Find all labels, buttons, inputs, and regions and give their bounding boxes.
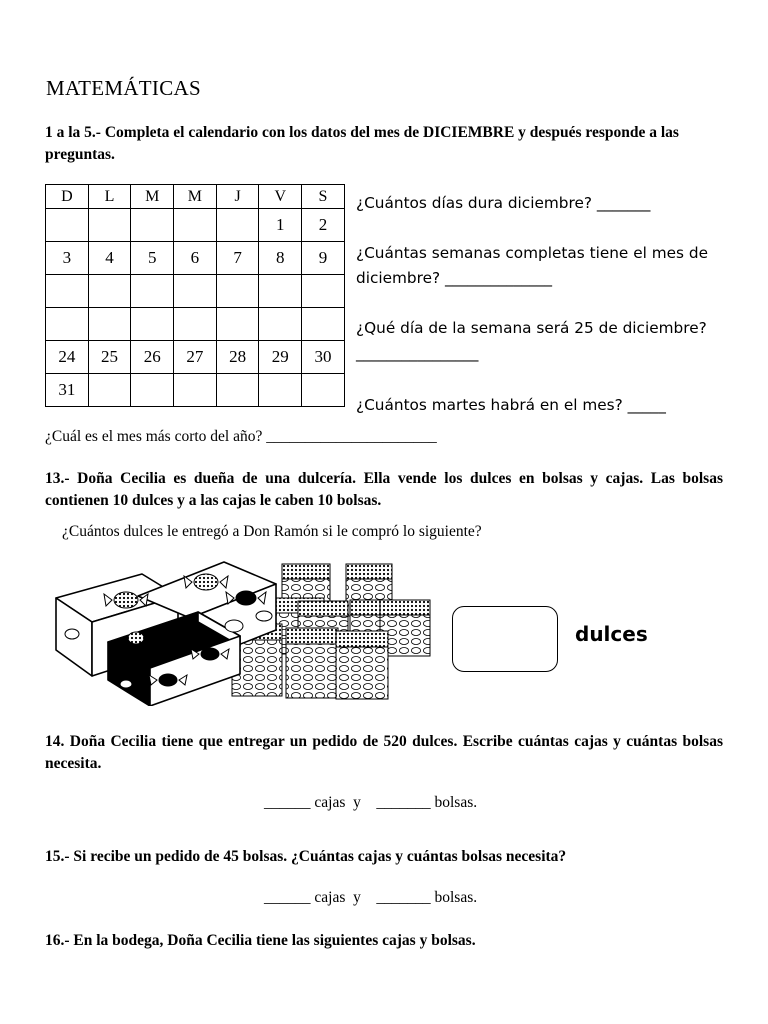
problem-15-text: 15.- Si recibe un pedido de 45 bolsas. ¿Cuántas cajas y cuántas bolsas necesita? (45, 848, 567, 865)
calendar-week-row (46, 275, 345, 308)
calendar-cell[interactable] (46, 308, 89, 341)
calendar-cell: 8 (259, 242, 302, 275)
day-header: S (302, 185, 345, 209)
candy-boxes-and-bags-illustration (50, 556, 440, 706)
question-day-of-25th: ¿Qué día de la semana será 25 de diciembre? ________________ (356, 319, 707, 362)
calendar-cell: 24 (46, 341, 89, 374)
calendar-cell: 5 (131, 242, 174, 275)
calendar-week-row (46, 374, 345, 407)
calendar-cell: 4 (88, 242, 131, 275)
calendar-cell[interactable] (216, 374, 259, 407)
calendar-cell: 6 (174, 242, 217, 275)
calendar-cell[interactable] (302, 275, 345, 308)
day-header: M (131, 185, 174, 209)
calendar-week-row (46, 242, 345, 275)
problem-13-question: ¿Cuántos dulces le entregó a Don Ramón si le compró lo siguiente? (62, 523, 482, 540)
calendar-cell[interactable] (259, 308, 302, 341)
answer-box[interactable] (452, 606, 558, 672)
question-tuesdays: ¿Cuántos martes habrá en el mes? _____ (356, 396, 666, 414)
calendar-cell[interactable] (216, 209, 259, 242)
calendar-cell[interactable] (88, 374, 131, 407)
calendar-cell[interactable] (302, 374, 345, 407)
day-header: V (259, 185, 302, 209)
calendar-cell[interactable] (174, 275, 217, 308)
question-days-in-december: ¿Cuántos días dura diciembre? _______ (356, 194, 651, 212)
calendar-cell[interactable] (88, 209, 131, 242)
calendar-cell[interactable] (131, 275, 174, 308)
question-shortest-month: ¿Cuál es el mes más corto del año? ______________________ (45, 428, 437, 445)
calendar-cell[interactable] (88, 308, 131, 341)
calendar-cell[interactable] (131, 374, 174, 407)
calendar-cell[interactable] (174, 374, 217, 407)
day-header: J (216, 185, 259, 209)
answer-unit-label: dulces (575, 622, 648, 646)
calendar-cell: 29 (259, 341, 302, 374)
calendar-cell[interactable] (174, 209, 217, 242)
calendar-week-row (46, 209, 345, 242)
calendar-cell: 27 (174, 341, 217, 374)
calendar-cell[interactable] (302, 308, 345, 341)
calendar-cell: 26 (131, 341, 174, 374)
calendar-instruction: 1 a la 5.- Completa el calendario con los datos del mes de DICIEMBRE y después responde a las preguntas. (45, 124, 679, 163)
calendar-cell: 28 (216, 341, 259, 374)
page-title: MATEMÁTICAS (46, 76, 201, 100)
calendar-cell[interactable] (46, 275, 89, 308)
calendar-cell[interactable] (259, 374, 302, 407)
problem-14-answer-line[interactable]: ______ cajas y _______ bolsas. (264, 794, 478, 811)
calendar-cell[interactable] (131, 209, 174, 242)
calendar-header-row (46, 185, 345, 209)
calendar-cell: 3 (46, 242, 89, 275)
calendar-cell[interactable] (216, 275, 259, 308)
calendar-week-row (46, 308, 345, 341)
calendar-cell: 7 (216, 242, 259, 275)
calendar-cell[interactable] (259, 275, 302, 308)
calendar-cell: 31 (46, 374, 89, 407)
calendar-cell[interactable] (131, 308, 174, 341)
problem-14-text: 14. Doña Cecilia tiene que entregar un pedido de 520 dulces. Escribe cuántas cajas y cuántas bolsas necesita. (45, 733, 723, 772)
calendar-cell: 9 (302, 242, 345, 275)
calendar-cell: 1 (259, 209, 302, 242)
calendar-cell[interactable] (88, 275, 131, 308)
problem-15-answer-line[interactable]: ______ cajas y _______ bolsas. (264, 889, 478, 906)
question-complete-weeks: ¿Cuántas semanas completas tiene el mes de diciembre? ______________ (356, 244, 708, 287)
problem-16-text: 16.- En la bodega, Doña Cecilia tiene las siguientes cajas y bolsas. (45, 932, 476, 949)
calendar-table (45, 184, 345, 407)
day-header: D (46, 185, 89, 209)
calendar-cell: 2 (302, 209, 345, 242)
calendar-week-row (46, 341, 345, 374)
problem-13-text: 13.- Doña Cecilia es dueña de una dulcería. Ella vende los dulces en bolsas y cajas. Las bolsas contienen 10 dulces y a las cajas le caben 10 bolsas. (45, 470, 723, 509)
day-header: M (174, 185, 217, 209)
calendar-cell: 30 (302, 341, 345, 374)
calendar-cell: 25 (88, 341, 131, 374)
calendar-cell[interactable] (174, 308, 217, 341)
calendar-cell[interactable] (216, 308, 259, 341)
calendar-cell[interactable] (46, 209, 89, 242)
day-header: L (88, 185, 131, 209)
